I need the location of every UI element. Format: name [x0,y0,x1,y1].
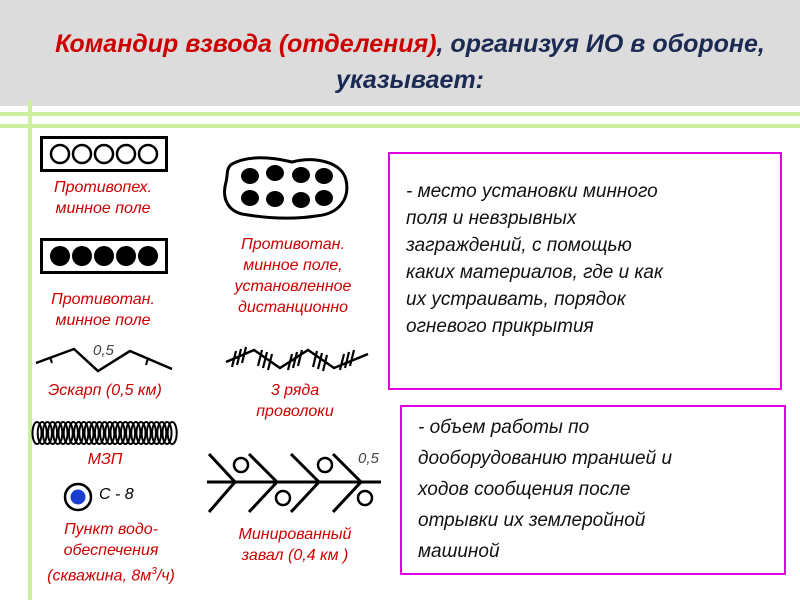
abatis-label-line: Минированный [238,526,352,543]
antipersonnel-label [30,177,176,219]
water-point-icon [62,481,94,513]
mzp-coil-icon [30,418,180,448]
water-code: С - 8 [99,486,134,503]
box2-line: дооборудованию траншей и [418,448,673,469]
mined-abatis-icon [205,448,385,516]
water-label-part: (скважина, 8м [47,567,152,585]
box1-line: огневого прикрытия [406,316,594,337]
water-label-line: Пункт водо- [64,521,158,538]
water-label-line: обеспечения [63,542,159,559]
remote-label-line: Противотан. [241,236,345,253]
antipersonnel-label-line: Противопех. [54,179,152,196]
box1-line: поля и невзрывных [406,208,577,229]
antitank-minefield-icon [40,238,168,274]
box1-line: заграждений, с помощью [406,235,632,256]
antitank-label [28,289,178,331]
box1-line: их устраивать, порядок [406,289,626,310]
escarp-icon [34,343,174,377]
antipersonnel-label-line: минное поле [55,200,151,217]
title-red-part: Командир взвода (отделения) [55,30,437,58]
abatis-value: 0,5 [358,450,379,467]
antitank-label-line: минное поле [55,312,151,329]
remote-label-line: установленное [234,278,352,295]
wire-label [220,380,370,422]
box2-line: - объем работы по [418,417,590,438]
mzp-label: МЗП [87,451,123,468]
box2-line: машиной [418,541,500,562]
info-box-trenches-text [418,412,784,567]
box2-line: отрывки их землеройной [418,510,646,531]
box1-line: каких материалов, где и как [406,262,663,283]
escarp-value: 0,5 [93,342,114,359]
antipersonnel-minefield-icon [40,136,168,172]
antitank-label-line: Противотан. [51,291,155,308]
abatis-label [210,524,380,566]
water-label-line [22,561,200,586]
water-point-label [22,519,200,586]
water-label-part: /ч) [156,567,175,585]
wire-label-line: проволоки [256,403,334,420]
box1-line: - место установки минного [406,181,658,202]
box2-line: ходов сообщения после [418,479,631,500]
wire-label-line: 3 ряда [270,382,320,399]
remote-minefield-label [208,234,378,318]
title-rest-part: , организуя ИО в обороне, указывает: [335,30,765,94]
abatis-label-line: завал (0,4 км ) [241,547,349,564]
remote-label-line: дистанционно [237,299,349,316]
remote-minefield-icon [220,152,352,222]
wire-obstacle-icon [222,340,372,380]
escarp-label: Эскарп (0,5 км) [48,382,162,399]
remote-label-line: минное поле, [243,257,343,274]
info-box-minefield-text [406,178,782,340]
water-label-sup: 3 [151,566,157,577]
